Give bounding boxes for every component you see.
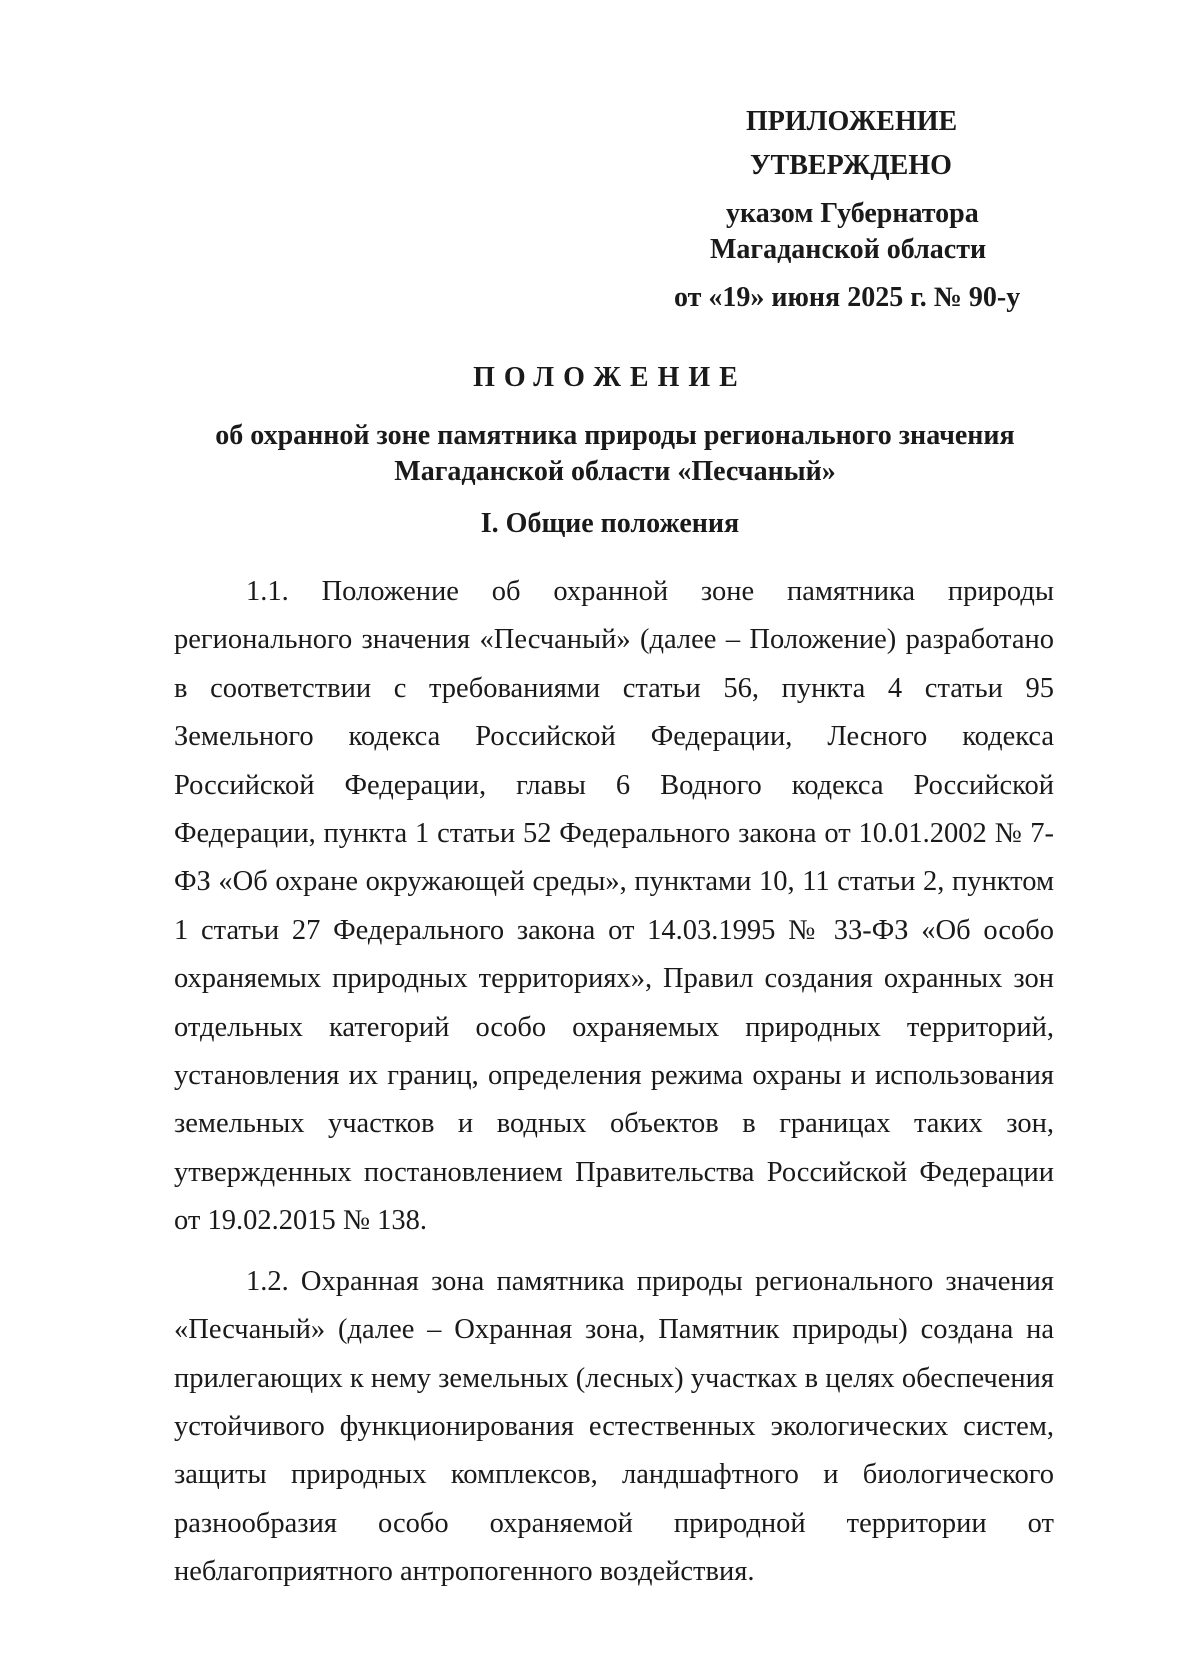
document-title: ПОЛОЖЕНИЕ <box>473 362 747 393</box>
section-heading: I. Общие положения <box>480 508 740 539</box>
decree-date-number: от «19» июня 2025 г. № 90-у <box>674 282 1021 313</box>
document-title-block <box>0 360 1200 490</box>
appendix-label: ПРИЛОЖЕНИЕ <box>746 106 958 137</box>
approval-block <box>640 104 1060 316</box>
paragraph-1-2: 1.2. Охранная зона памятника природы регионального значения «Песчаный» (далее – Охранная зона, Памятник природы) создана на прилегающих к нему земельных (лесных) участках в целях обеспечения устойчивого функционирования естественных экологических систем, защиты природных комплексов, ландшафтного и биологического разнообразия особо охраняемой природной территории от неблагоприятного антропогенного воздействия. <box>174 1265 1054 1588</box>
document-body <box>174 568 1054 1597</box>
document-subtitle-line-2: Магаданской области «Песчаный» <box>394 456 836 487</box>
approved-label: УТВЕРЖДЕНО <box>750 150 952 181</box>
approved-by-region: Магаданской области <box>710 234 987 265</box>
document-subtitle-line-1: об охранной зоне памятника природы регионального значения <box>215 420 1015 451</box>
paragraph-1-1: 1.1. Положение об охранной зоне памятника природы регионального значения «Песчаный» (далее – Положение) разработано в соответствии с требованиями статьи 56, пункта 4 статьи 95 Земельного кодекса Российской Федерации, Лесного кодекса Российской Федерации, главы 6 Водного кодекса Российской Федерации, пункта 1 статьи 52 Федерального закона от 10.01.2002 № 7-ФЗ «Об охране окружающей среды», пунктами 10, 11 статьи 2, пунктом 1 статьи 27 Федерального закона от 14.03.1995 № 33-ФЗ «Об особо охраняемых природных территориях», Правил создания охранных зон отдельных категорий особо охраняемых природных территорий, установления их границ, определения режима охраны и использования земельных участков и водных объектов в границах таких зон, утвержденных постановлением Правительства Российской Федерации от 19.02.2015 № 138. <box>174 576 1054 1237</box>
approved-by-line: указом Губернатора <box>726 198 979 229</box>
